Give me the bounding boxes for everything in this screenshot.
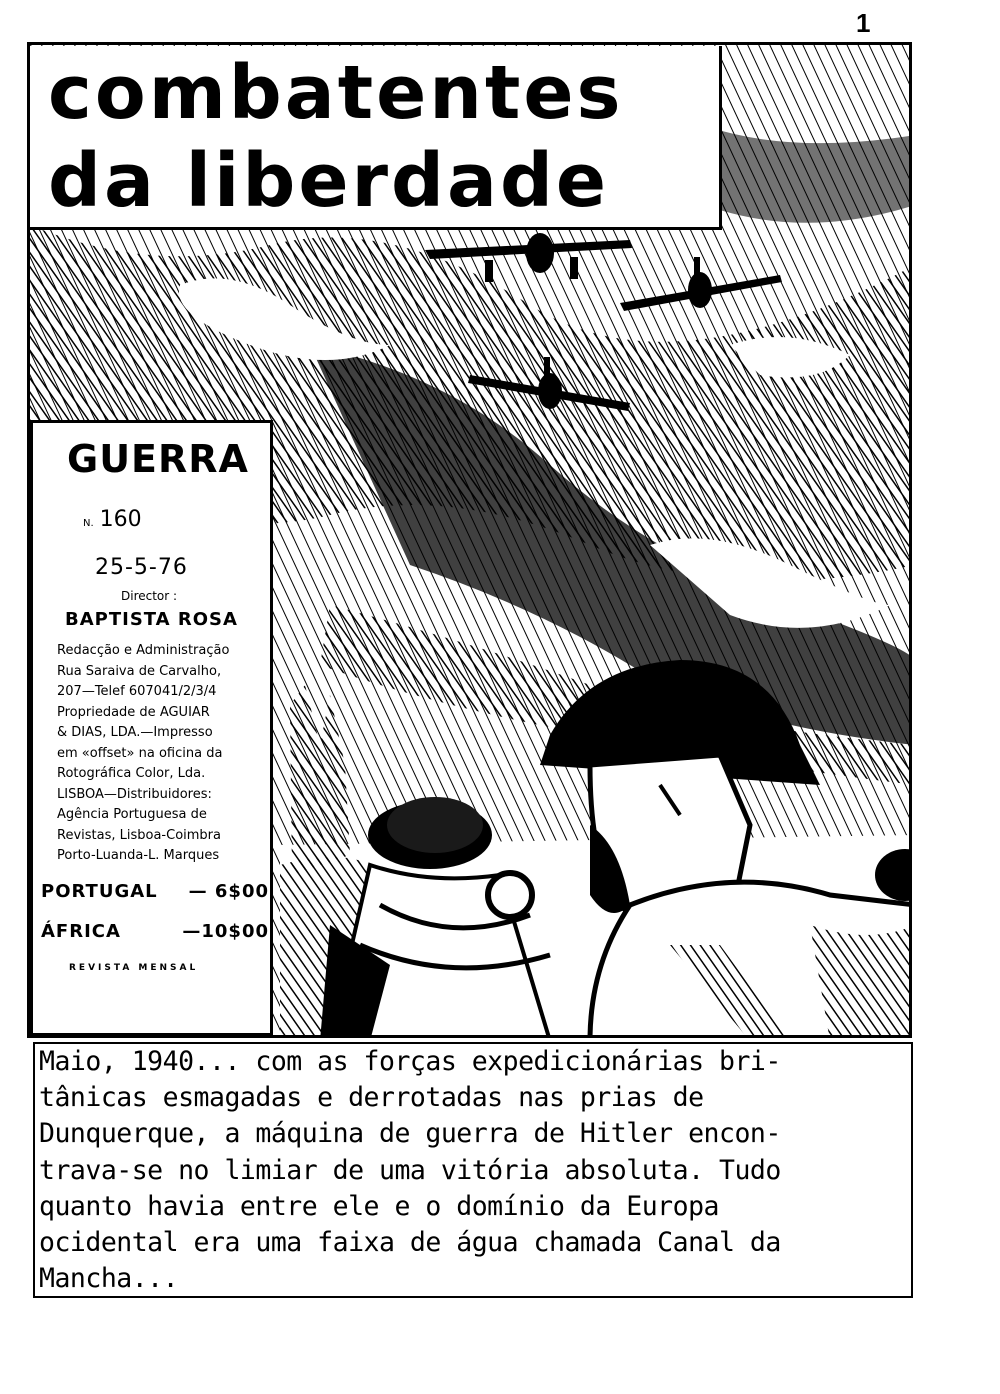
periodicity-label: REVISTA MENSAL bbox=[69, 963, 199, 973]
price-region: PORTUGAL bbox=[41, 881, 158, 902]
masthead-info-box bbox=[30, 420, 273, 1036]
caption-line: Maio, 1940... com as forças expedicionárias bri- bbox=[39, 1046, 781, 1077]
price-value: —10$00 bbox=[182, 921, 269, 942]
narration-caption bbox=[33, 1042, 913, 1298]
caption-line: trava-se no limiar de uma vitória absoluta. Tudo bbox=[39, 1154, 781, 1186]
director-name: BAPTISTA ROSA bbox=[65, 609, 238, 630]
caption-line: ocidental era uma faixa de água chamada Canal da bbox=[39, 1227, 781, 1259]
caption-line: Mancha... bbox=[39, 1263, 179, 1295]
price-value: — 6$00 bbox=[188, 881, 269, 902]
price-row-africa bbox=[41, 921, 269, 942]
publication-title-line2: da liberdade bbox=[48, 138, 610, 224]
title-box bbox=[30, 46, 722, 230]
issue-number-value: 160 bbox=[99, 507, 142, 532]
publisher-details: Redacção e Administração Rua Saraiva de Carvalho, 207—Telef 607041/2/3/4 Propriedade de AGUIAR & DIAS, LDA.—Impresso em «offset» na oficina da Rotográfica Color, Lda. LISBOA—Distribuidores: Agência Portuguesa de Revistas, Lisboa-Coimbra Porto-Luanda-L. Marques bbox=[57, 643, 230, 863]
caption-line: tânicas esmagadas e derrotadas nas prias de bbox=[39, 1082, 704, 1114]
issue-number bbox=[83, 507, 142, 532]
caption-line: quanto havia entre ele e o domínio da Europa bbox=[39, 1190, 719, 1222]
page-number: 1 bbox=[856, 8, 871, 38]
price-row-portugal bbox=[41, 881, 269, 902]
series-name: GUERRA bbox=[67, 437, 249, 481]
publication-title-line1: combatentes bbox=[48, 50, 624, 136]
caption-line: Dunquerque, a máquina de guerra de Hitler encon- bbox=[39, 1118, 781, 1150]
issue-number-label: N. bbox=[83, 518, 94, 529]
issue-date: 25-5-76 bbox=[95, 555, 188, 580]
price-region: ÁFRICA bbox=[41, 921, 121, 942]
caption-text bbox=[39, 1044, 914, 1297]
director-label: Director : bbox=[121, 589, 178, 603]
